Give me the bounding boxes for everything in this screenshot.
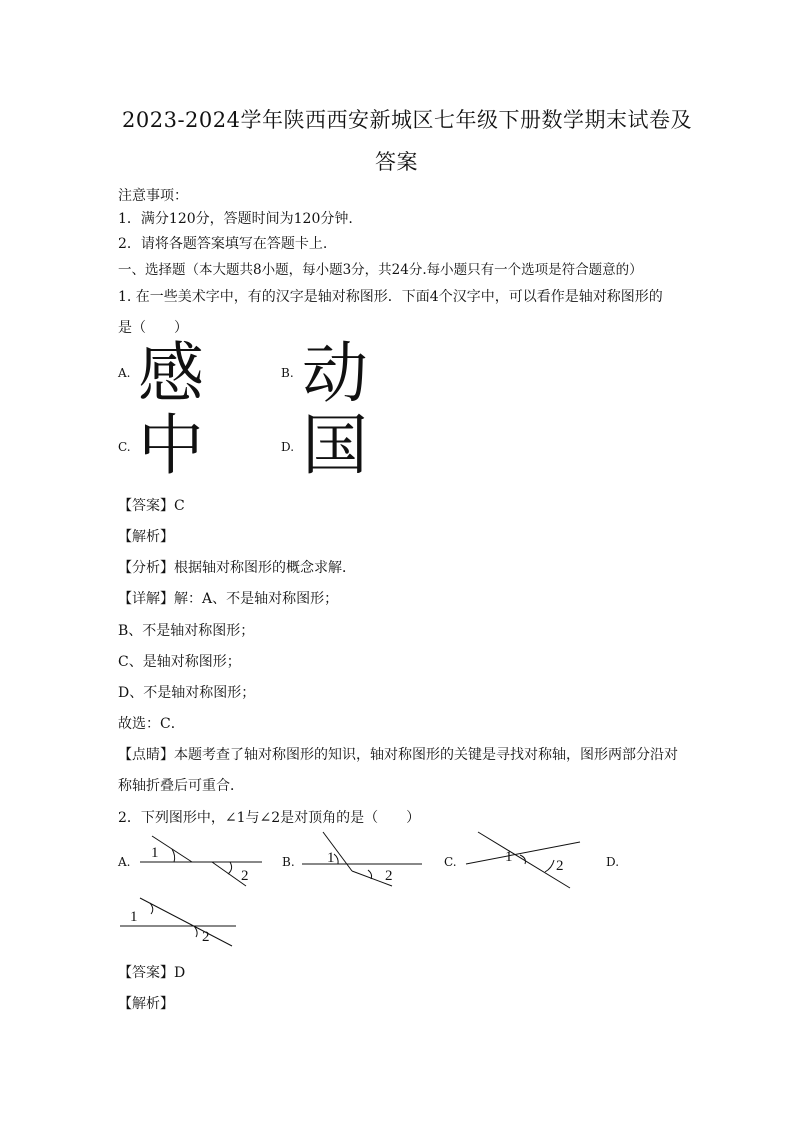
q2-option-d-letter: D. [606,855,620,869]
q1-analysis-label: 【解析】 [118,529,174,545]
q1-stem-line1: 1. 在一些美术字中，有的汉字是轴对称图形．下面4个汉字中，可以看作是轴对称图形的 [118,289,663,305]
q2-option-a-letter: A. [118,855,131,869]
q1-xiangjie: 【详解】解：A、不是轴对称图形； [118,591,339,607]
q2-d-label-2: 2 [202,929,210,945]
q1-option-d-char: 国 [302,407,368,484]
q2-analysis-label: 【解析】 [118,996,174,1012]
q1-answer: 【答案】C [118,498,185,514]
q1-guxuan: 故选：C． [118,716,185,732]
q1-line-b: B、不是轴对称图形； [118,623,255,639]
q1-fenxi: 【分析】根据轴对称图形的概念求解． [118,560,356,576]
notice-item-1: 1．满分120分，答题时间为120分钟. [118,211,353,227]
q2-option-c-letter: C. [444,855,457,869]
q2-a-label-1: 1 [151,845,159,861]
q2-c-label-1: 1 [505,849,513,865]
notice-item-2: 2．请将各题答案填写在答题卡上. [118,236,328,252]
q2-d-label-1: 1 [130,909,138,925]
document-title-line1: 2023-2024学年陕西西安新城区七年级下册数学期末试卷及 [122,108,692,132]
q1-dianjing-line1: 【点睛】本题考查了轴对称图形的知识，轴对称图形的关键是寻找对称轴，图形两部分沿对 [118,747,678,763]
notice-heading: 注意事项： [118,188,188,204]
q2-b-label-2: 2 [385,868,393,884]
q1-option-a-letter: A. [118,366,131,380]
q2-answer: 【答案】D [118,965,186,981]
q1-line-d: D、不是轴对称图形； [118,685,256,701]
q2-c-label-2: 2 [556,858,564,874]
q1-line-c: C、是轴对称图形； [118,654,241,670]
q2-b-label-1: 1 [327,850,335,866]
q2-option-b-letter: B. [282,855,295,869]
q1-option-c-char: 中 [138,407,204,484]
document-title-line2: 答案 [375,150,418,174]
q2-figure-b [302,832,422,886]
q2-stem: 2．下列图形中，∠1与∠2是对顶角的是（ ） [118,810,421,826]
q1-stem-line2: 是（ ） [118,320,188,336]
q1-dianjing-line2: 称轴折叠后可重合． [118,778,244,794]
q1-option-a-char: 感 [138,335,204,412]
section-heading: 一、选择题（本大题共8小题，每小题3分，共24分.每小题只有一个选项是符合题意的） [118,262,643,278]
q1-option-b-char: 动 [302,335,368,412]
q1-option-b-letter: B. [281,366,294,380]
q1-option-c-letter: C. [118,440,131,454]
q2-a-label-2: 2 [241,868,249,884]
q1-option-d-letter: D. [281,440,295,454]
